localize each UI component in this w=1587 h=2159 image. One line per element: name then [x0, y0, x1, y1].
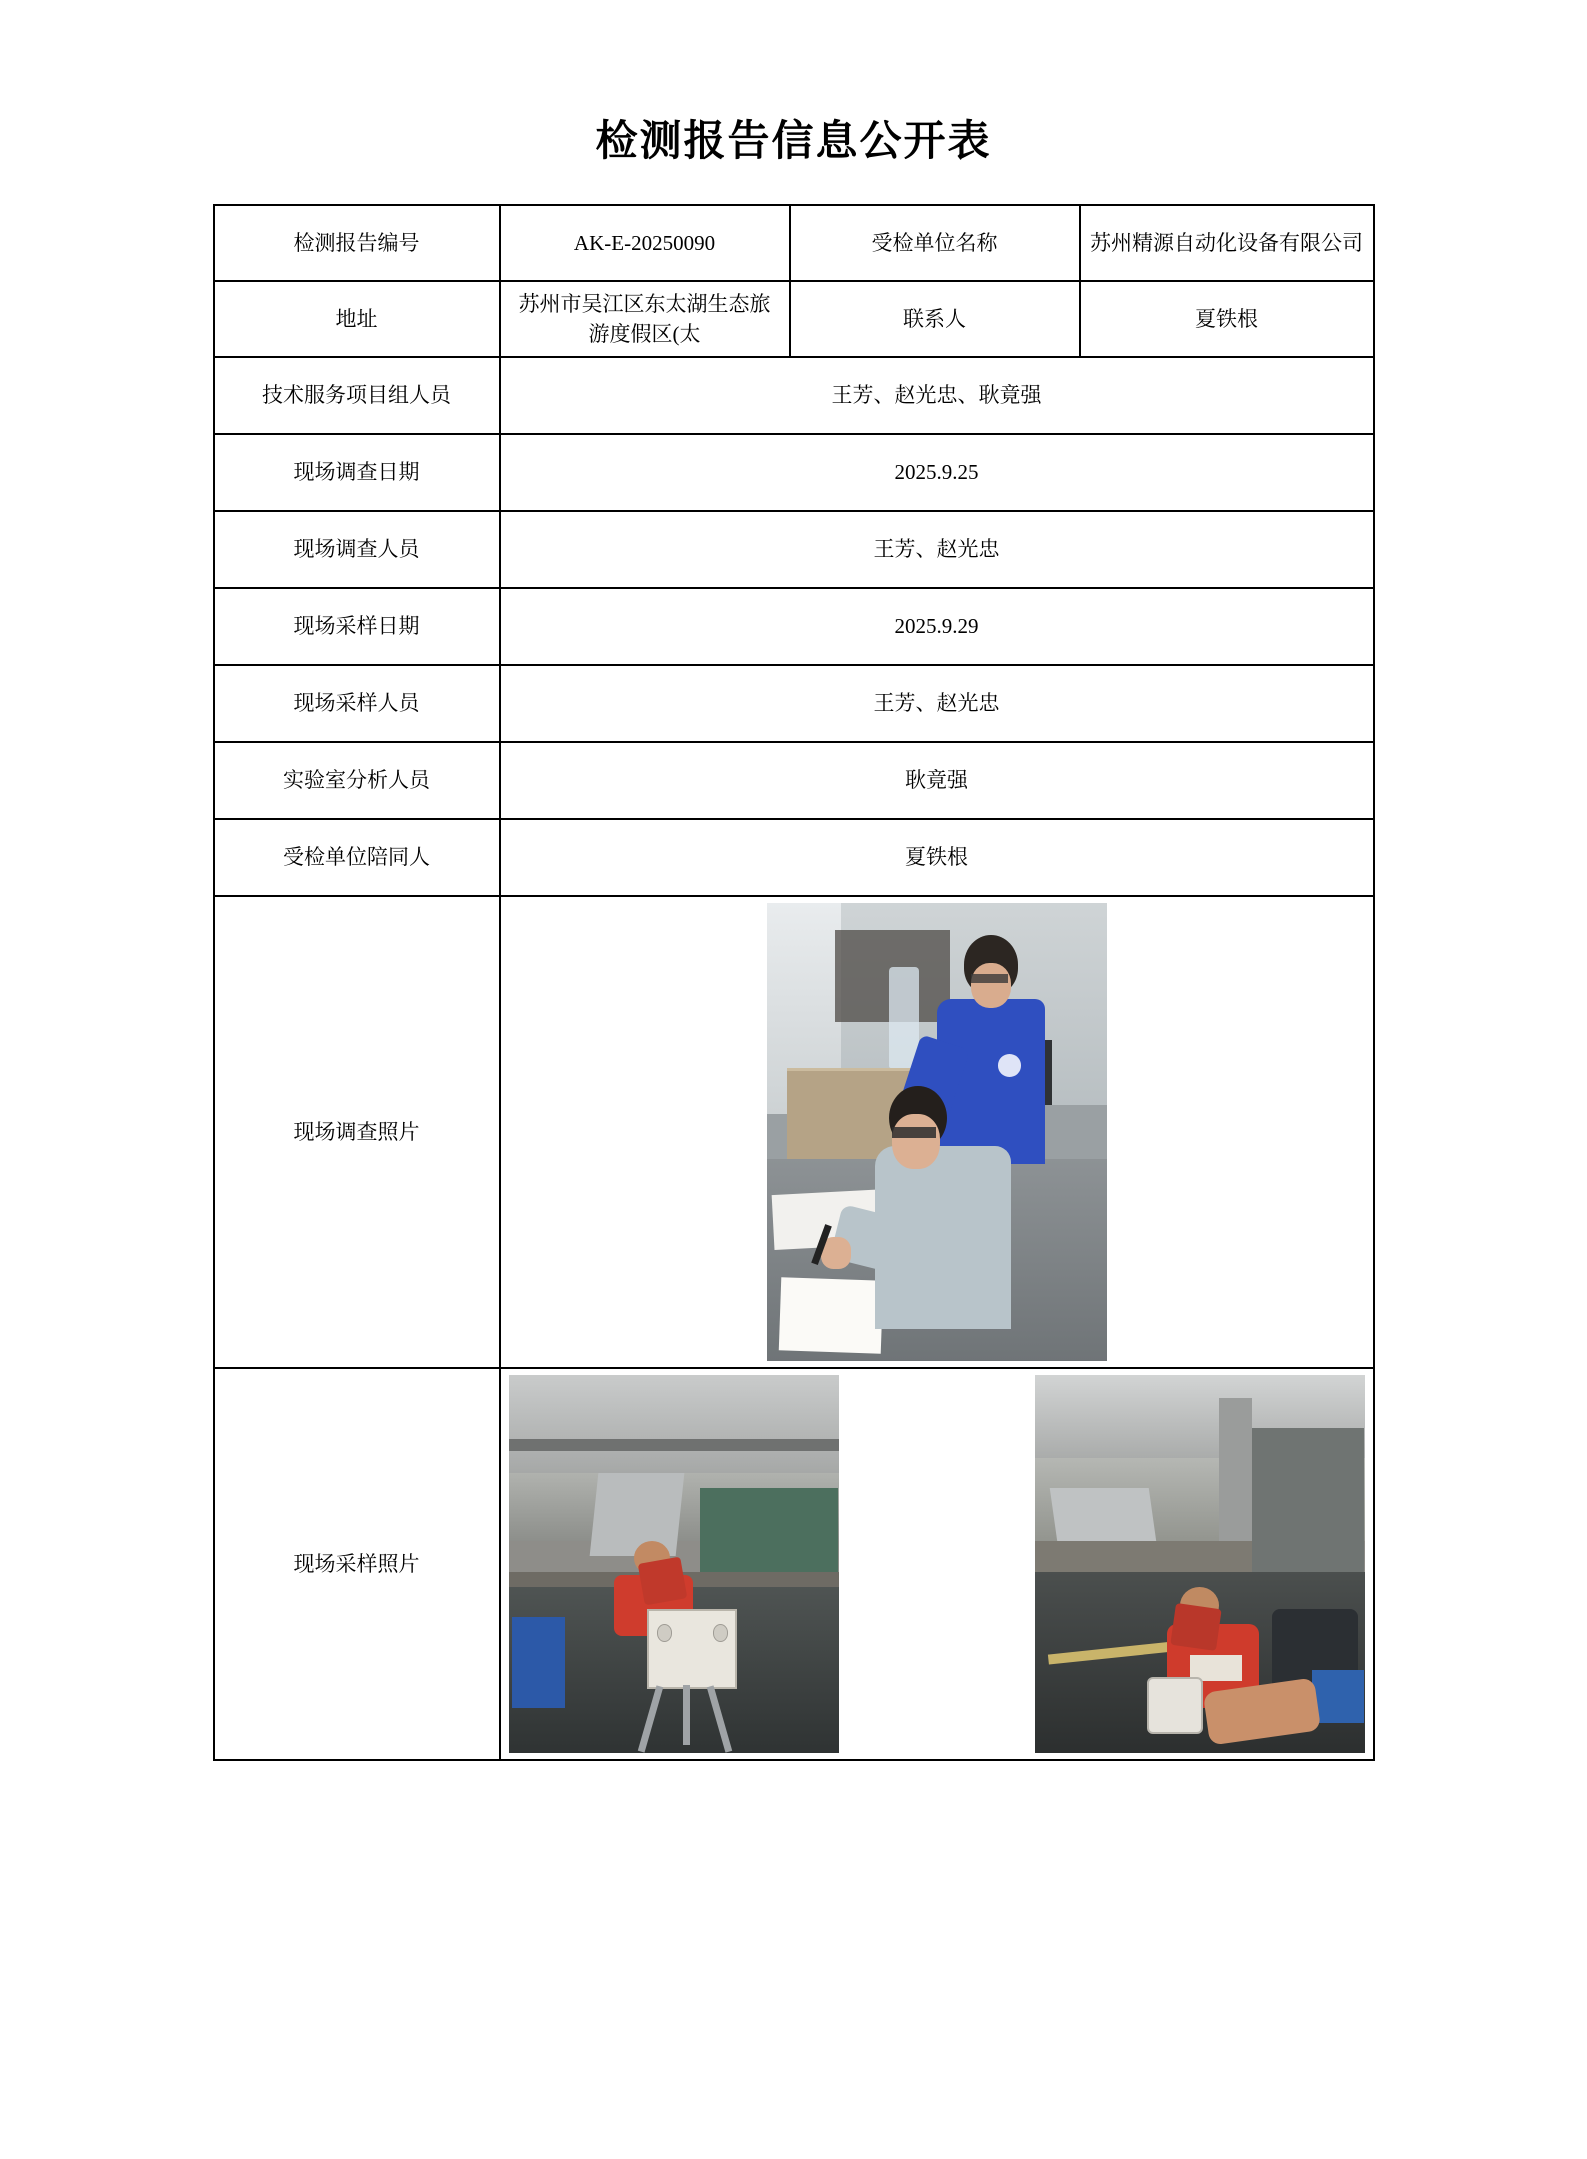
row-label-sampling-staff: 现场采样人员: [214, 665, 500, 742]
report-table: [213, 204, 1375, 1761]
table-row: [214, 434, 1374, 511]
sampling-photo-right-image: [1035, 1375, 1365, 1753]
table-row: [214, 742, 1374, 819]
table-row: [214, 819, 1374, 896]
cell-project-team: 王芳、赵光忠、耿竟强: [500, 357, 1374, 434]
document-page: [0, 108, 1587, 2159]
row-label-contact: 联系人: [790, 281, 1080, 357]
row-label-address: 地址: [214, 281, 500, 357]
table-row: [214, 588, 1374, 665]
row-label-project-team: 技术服务项目组人员: [214, 357, 500, 434]
cell-sampling-photos: [500, 1368, 1374, 1760]
cell-sampling-date: 2025.9.29: [500, 588, 1374, 665]
table-row: [214, 357, 1374, 434]
row-label-sampling-photo: 现场采样照片: [214, 1368, 500, 1760]
cell-survey-date: 2025.9.25: [500, 434, 1374, 511]
cell-company-name: 苏州精源自动化设备有限公司: [1080, 205, 1374, 281]
table-row: [214, 281, 1374, 357]
row-label-company: 受检单位名称: [790, 205, 1080, 281]
table-row: [214, 511, 1374, 588]
cell-escort: 夏铁根: [500, 819, 1374, 896]
row-label-sampling-date: 现场采样日期: [214, 588, 500, 665]
table-row-survey-photo: [214, 896, 1374, 1368]
table-row-sampling-photo: [214, 1368, 1374, 1760]
survey-photo-image: [767, 903, 1107, 1361]
cell-lab-analyst: 耿竟强: [500, 742, 1374, 819]
row-label-survey-staff: 现场调查人员: [214, 511, 500, 588]
cell-survey-photo: [500, 896, 1374, 1368]
sampling-photo-left-image: [509, 1375, 839, 1753]
row-label-report-no: 检测报告编号: [214, 205, 500, 281]
cell-contact-person: 夏铁根: [1080, 281, 1374, 357]
cell-sampling-staff: 王芳、赵光忠: [500, 665, 1374, 742]
cell-survey-staff: 王芳、赵光忠: [500, 511, 1374, 588]
row-label-survey-date: 现场调查日期: [214, 434, 500, 511]
table-row: [214, 205, 1374, 281]
cell-address: 苏州市吴江区东太湖生态旅游度假区(太: [500, 281, 790, 357]
table-row: [214, 665, 1374, 742]
row-label-escort: 受检单位陪同人: [214, 819, 500, 896]
row-label-survey-photo: 现场调查照片: [214, 896, 500, 1368]
cell-report-no: AK-E-20250090: [500, 205, 790, 281]
row-label-lab-analyst: 实验室分析人员: [214, 742, 500, 819]
page-title: 检测报告信息公开表: [595, 119, 992, 165]
